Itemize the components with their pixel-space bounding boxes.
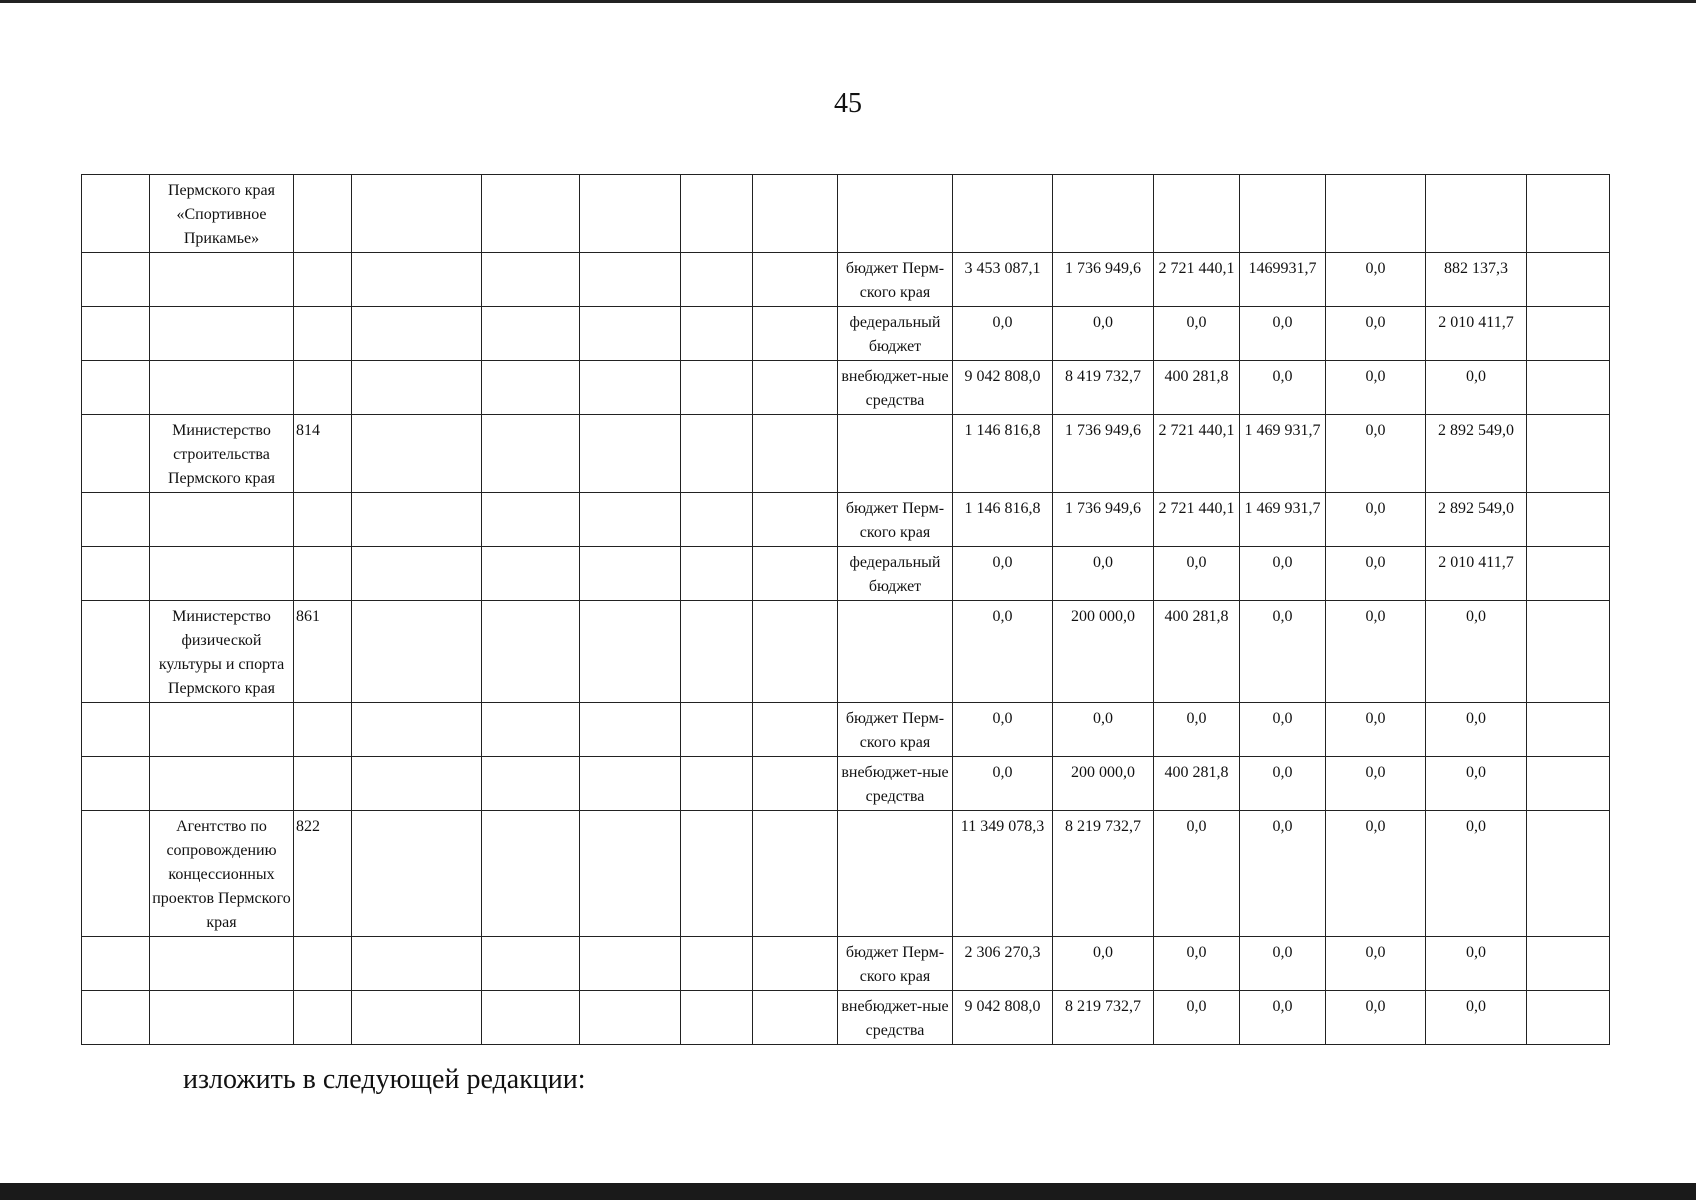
- value-cell: 0,0: [1154, 307, 1240, 361]
- value-cell: 1 146 816,8: [953, 493, 1053, 547]
- value-cell: 0,0: [1426, 601, 1527, 703]
- table-row: [82, 547, 1610, 601]
- empty-cell: [681, 757, 753, 811]
- value-cell: 0,0: [1154, 703, 1240, 757]
- page-top-border: [0, 0, 1696, 3]
- empty-cell: [1527, 307, 1610, 361]
- organization-cell: [150, 757, 294, 811]
- empty-cell: [580, 547, 681, 601]
- value-cell: 0,0: [1154, 991, 1240, 1045]
- empty-cell: [580, 601, 681, 703]
- value-cell: 0,0: [1240, 307, 1326, 361]
- table-row: [82, 991, 1610, 1045]
- value-cell: 1 736 949,6: [1053, 253, 1154, 307]
- code-cell: 822: [294, 811, 352, 937]
- value-cell: 200 000,0: [1053, 601, 1154, 703]
- empty-cell: [753, 991, 838, 1045]
- value-cell: 8 219 732,7: [1053, 811, 1154, 937]
- value-cell: 1 146 816,8: [953, 415, 1053, 493]
- empty-cell: [482, 415, 580, 493]
- value-cell: 2 721 440,1: [1154, 493, 1240, 547]
- empty-cell: [482, 991, 580, 1045]
- value-cell: 2 892 549,0: [1426, 493, 1527, 547]
- row-number-cell: [82, 415, 150, 493]
- empty-cell: [580, 493, 681, 547]
- organization-cell: [150, 493, 294, 547]
- empty-cell: [753, 307, 838, 361]
- empty-cell: [753, 937, 838, 991]
- empty-cell: [352, 253, 482, 307]
- value-cell: [953, 175, 1053, 253]
- empty-cell: [753, 601, 838, 703]
- organization-cell: [150, 547, 294, 601]
- value-cell: 0,0: [1326, 703, 1426, 757]
- value-cell: 0,0: [1154, 547, 1240, 601]
- empty-cell: [681, 175, 753, 253]
- value-cell: 1 469 931,7: [1240, 493, 1326, 547]
- code-cell: [294, 547, 352, 601]
- value-cell: [1326, 175, 1426, 253]
- table-row: [82, 937, 1610, 991]
- empty-cell: [753, 811, 838, 937]
- value-cell: 0,0: [1240, 757, 1326, 811]
- empty-cell: [1527, 601, 1610, 703]
- budget-table-body: [82, 175, 1610, 1045]
- value-cell: 2 721 440,1: [1154, 415, 1240, 493]
- row-number-cell: [82, 253, 150, 307]
- value-cell: 0,0: [1240, 601, 1326, 703]
- empty-cell: [1527, 253, 1610, 307]
- empty-cell: [681, 253, 753, 307]
- empty-cell: [482, 253, 580, 307]
- empty-cell: [352, 991, 482, 1045]
- table-row: [82, 307, 1610, 361]
- funding-source-cell: бюджет Перм-ского края: [838, 253, 953, 307]
- value-cell: [1053, 175, 1154, 253]
- empty-cell: [352, 493, 482, 547]
- empty-cell: [482, 175, 580, 253]
- table-row: [82, 175, 1610, 253]
- empty-cell: [753, 757, 838, 811]
- page-bottom-band: [0, 1183, 1696, 1200]
- value-cell: 0,0: [953, 307, 1053, 361]
- value-cell: 1 469 931,7: [1240, 415, 1326, 493]
- empty-cell: [352, 361, 482, 415]
- empty-cell: [753, 547, 838, 601]
- empty-cell: [580, 253, 681, 307]
- value-cell: 0,0: [953, 601, 1053, 703]
- funding-source-cell: [838, 415, 953, 493]
- value-cell: 882 137,3: [1426, 253, 1527, 307]
- value-cell: 400 281,8: [1154, 757, 1240, 811]
- table-row: [82, 601, 1610, 703]
- value-cell: 0,0: [1326, 757, 1426, 811]
- value-cell: 0,0: [1053, 307, 1154, 361]
- code-cell: 861: [294, 601, 352, 703]
- empty-cell: [681, 547, 753, 601]
- funding-source-cell: федеральный бюджет: [838, 307, 953, 361]
- value-cell: 9 042 808,0: [953, 361, 1053, 415]
- code-cell: [294, 361, 352, 415]
- organization-cell: [150, 703, 294, 757]
- empty-cell: [580, 703, 681, 757]
- organization-cell: Пермского края «Спортивное Прикамье»: [150, 175, 294, 253]
- empty-cell: [1527, 175, 1610, 253]
- empty-cell: [352, 703, 482, 757]
- value-cell: 0,0: [1154, 811, 1240, 937]
- value-cell: 400 281,8: [1154, 361, 1240, 415]
- empty-cell: [482, 307, 580, 361]
- row-number-cell: [82, 937, 150, 991]
- value-cell: 3 453 087,1: [953, 253, 1053, 307]
- value-cell: 0,0: [953, 757, 1053, 811]
- organization-cell: [150, 361, 294, 415]
- row-number-cell: [82, 175, 150, 253]
- empty-cell: [1527, 811, 1610, 937]
- budget-table: [81, 174, 1610, 1045]
- value-cell: 0,0: [1240, 811, 1326, 937]
- value-cell: 0,0: [953, 547, 1053, 601]
- empty-cell: [681, 307, 753, 361]
- funding-source-cell: бюджет Перм-ского края: [838, 937, 953, 991]
- empty-cell: [753, 493, 838, 547]
- value-cell: 0,0: [1326, 493, 1426, 547]
- value-cell: 2 306 270,3: [953, 937, 1053, 991]
- empty-cell: [482, 547, 580, 601]
- empty-cell: [580, 175, 681, 253]
- value-cell: 0,0: [1326, 811, 1426, 937]
- empty-cell: [580, 937, 681, 991]
- empty-cell: [482, 601, 580, 703]
- empty-cell: [1527, 361, 1610, 415]
- value-cell: 2 010 411,7: [1426, 547, 1527, 601]
- value-cell: 0,0: [1326, 361, 1426, 415]
- page-number: 45: [834, 88, 862, 119]
- row-number-cell: [82, 493, 150, 547]
- code-cell: [294, 307, 352, 361]
- value-cell: 200 000,0: [1053, 757, 1154, 811]
- empty-cell: [580, 361, 681, 415]
- empty-cell: [1527, 547, 1610, 601]
- empty-cell: [352, 811, 482, 937]
- organization-cell: Агентство по сопровождению концессионных проектов Пермского края: [150, 811, 294, 937]
- value-cell: [1240, 175, 1326, 253]
- row-number-cell: [82, 757, 150, 811]
- value-cell: 0,0: [1426, 937, 1527, 991]
- empty-cell: [482, 361, 580, 415]
- value-cell: 400 281,8: [1154, 601, 1240, 703]
- table-row: [82, 415, 1610, 493]
- value-cell: 0,0: [1426, 991, 1527, 1045]
- empty-cell: [681, 601, 753, 703]
- value-cell: 0,0: [1240, 547, 1326, 601]
- empty-cell: [1527, 757, 1610, 811]
- row-number-cell: [82, 601, 150, 703]
- funding-source-cell: бюджет Перм-ского края: [838, 493, 953, 547]
- value-cell: 0,0: [1326, 991, 1426, 1045]
- value-cell: 0,0: [1426, 757, 1527, 811]
- funding-source-cell: [838, 811, 953, 937]
- row-number-cell: [82, 547, 150, 601]
- row-number-cell: [82, 361, 150, 415]
- code-cell: [294, 175, 352, 253]
- empty-cell: [580, 991, 681, 1045]
- empty-cell: [681, 703, 753, 757]
- code-cell: [294, 703, 352, 757]
- empty-cell: [352, 175, 482, 253]
- code-cell: [294, 757, 352, 811]
- funding-source-cell: внебюджет-ные средства: [838, 757, 953, 811]
- value-cell: 1 736 949,6: [1053, 493, 1154, 547]
- empty-cell: [681, 937, 753, 991]
- empty-cell: [580, 307, 681, 361]
- empty-cell: [352, 601, 482, 703]
- value-cell: 0,0: [1240, 937, 1326, 991]
- organization-cell: [150, 253, 294, 307]
- value-cell: 0,0: [1240, 991, 1326, 1045]
- code-cell: [294, 937, 352, 991]
- organization-cell: [150, 991, 294, 1045]
- empty-cell: [352, 937, 482, 991]
- empty-cell: [482, 493, 580, 547]
- empty-cell: [753, 361, 838, 415]
- empty-cell: [1527, 991, 1610, 1045]
- empty-cell: [352, 757, 482, 811]
- empty-cell: [1527, 937, 1610, 991]
- table-row: [82, 811, 1610, 937]
- value-cell: 8 419 732,7: [1053, 361, 1154, 415]
- code-cell: [294, 493, 352, 547]
- row-number-cell: [82, 991, 150, 1045]
- funding-source-cell: [838, 175, 953, 253]
- value-cell: [1154, 175, 1240, 253]
- value-cell: 0,0: [1426, 811, 1527, 937]
- value-cell: 1469931,7: [1240, 253, 1326, 307]
- organization-cell: [150, 937, 294, 991]
- organization-cell: Министерство строительства Пермского края: [150, 415, 294, 493]
- footer-text: изложить в следующей редакции:: [183, 1064, 586, 1095]
- value-cell: 0,0: [1240, 361, 1326, 415]
- empty-cell: [753, 253, 838, 307]
- empty-cell: [482, 757, 580, 811]
- row-number-cell: [82, 703, 150, 757]
- table-row: [82, 703, 1610, 757]
- empty-cell: [681, 361, 753, 415]
- empty-cell: [753, 415, 838, 493]
- value-cell: 0,0: [1326, 601, 1426, 703]
- value-cell: 0,0: [1426, 361, 1527, 415]
- value-cell: [1426, 175, 1527, 253]
- empty-cell: [580, 757, 681, 811]
- value-cell: 2 721 440,1: [1154, 253, 1240, 307]
- funding-source-cell: [838, 601, 953, 703]
- empty-cell: [753, 703, 838, 757]
- value-cell: 0,0: [1326, 307, 1426, 361]
- table-row: [82, 253, 1610, 307]
- empty-cell: [1527, 415, 1610, 493]
- value-cell: 0,0: [1326, 547, 1426, 601]
- code-cell: 814: [294, 415, 352, 493]
- empty-cell: [580, 415, 681, 493]
- organization-cell: [150, 307, 294, 361]
- value-cell: 2 892 549,0: [1426, 415, 1527, 493]
- code-cell: [294, 253, 352, 307]
- row-number-cell: [82, 811, 150, 937]
- value-cell: 0,0: [953, 703, 1053, 757]
- value-cell: 0,0: [1326, 937, 1426, 991]
- value-cell: 0,0: [1053, 547, 1154, 601]
- empty-cell: [352, 547, 482, 601]
- empty-cell: [681, 415, 753, 493]
- value-cell: 0,0: [1154, 937, 1240, 991]
- value-cell: 0,0: [1326, 253, 1426, 307]
- row-number-cell: [82, 307, 150, 361]
- empty-cell: [753, 175, 838, 253]
- empty-cell: [580, 811, 681, 937]
- empty-cell: [681, 493, 753, 547]
- value-cell: 1 736 949,6: [1053, 415, 1154, 493]
- empty-cell: [352, 307, 482, 361]
- organization-cell: Министерство физической культуры и спорта Пермского края: [150, 601, 294, 703]
- value-cell: 0,0: [1053, 937, 1154, 991]
- value-cell: 0,0: [1426, 703, 1527, 757]
- empty-cell: [482, 811, 580, 937]
- empty-cell: [1527, 703, 1610, 757]
- table-row: [82, 361, 1610, 415]
- value-cell: 0,0: [1053, 703, 1154, 757]
- funding-source-cell: федеральный бюджет: [838, 547, 953, 601]
- value-cell: 0,0: [1326, 415, 1426, 493]
- funding-source-cell: внебюджет-ные средства: [838, 361, 953, 415]
- value-cell: 9 042 808,0: [953, 991, 1053, 1045]
- value-cell: 11 349 078,3: [953, 811, 1053, 937]
- value-cell: 8 219 732,7: [1053, 991, 1154, 1045]
- code-cell: [294, 991, 352, 1045]
- empty-cell: [482, 937, 580, 991]
- value-cell: 0,0: [1240, 703, 1326, 757]
- empty-cell: [681, 811, 753, 937]
- empty-cell: [482, 703, 580, 757]
- funding-source-cell: бюджет Перм-ского края: [838, 703, 953, 757]
- funding-source-cell: внебюджет-ные средства: [838, 991, 953, 1045]
- empty-cell: [681, 991, 753, 1045]
- empty-cell: [1527, 493, 1610, 547]
- table-row: [82, 757, 1610, 811]
- table-row: [82, 493, 1610, 547]
- value-cell: 2 010 411,7: [1426, 307, 1527, 361]
- empty-cell: [352, 415, 482, 493]
